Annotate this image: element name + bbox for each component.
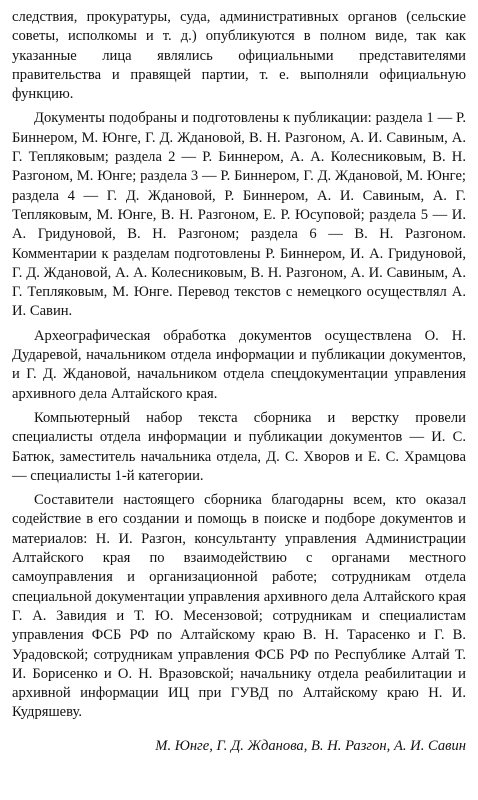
- paragraph-continuation: следствия, прокуратуры, суда, административных органов (сельские советы, исполкомы и т. д.) опубликуются в полном виде, так как указанные лица являлись официальными представителями правительства и правящей партии, т. е. выполняли официальную функцию.: [12, 9, 466, 103]
- signature-authors: М. Юнге, Г. Д. Жданова, В. Н. Разгон, А. И. Савин: [155, 737, 466, 754]
- paragraph-acknowledgements: Составители настоящего сборника благодарны всем, кто оказал содействие в его создании и помощь в поиске и подборе документов и материалов: Н. И. Разгон, консультанту управления Администрации Алтайского края по взаимодействию с органами местного самоуправления и организационной работе; сотрудникам отдела специальной документации управления архивного дела Алтайского края Г. А. Завидия и Т. Ю. Месензовой; сотрудникам и специалистам управления ФСБ РФ по Алтайскому краю В. Н. Тарасенко и Г. В. Урадовской; сотрудникам управления ФСБ РФ по Республике Алтай Т. И. Борисенко и О. Н. Вразовской; начальнику отдела реабилитации и архивной информации ИЦ при ГУВД по Алтайскому краю Н. И. Кудряшеву.: [12, 492, 466, 721]
- paragraph-archaeographic-processing: Археографическая обработка документов осуществлена О. Н. Дударевой, начальником отдела информации и публикации документов, и Г. Д. Ждановой, начальником отдела спецдокументации управления архивного дела Алтайского края.: [12, 327, 466, 402]
- paragraph-document-preparation: Документы подобраны и подготовлены к публикации: раздела 1 — Р. Биннером, М. Юнге, Г. Д. Ждановой, В. Н. Разгоном, А. И. Савиным, А. Г. Тепляковым; раздела 2 — Р. Биннером, А. А. Колесниковым, В. Н. Разгоном, М. Юнге; раздела 3 — Р. Биннером, Г. Д. Ждановой, М. Юнге; раздела 4 — Г. Д. Ждановой, Р. Биннером, А. И. Савиным, А. Г. Тепляковым, М. Юнге, В. Н. Разгоном, Е. Р. Юсуповой; раздела 5 — И. А. Гридуновой, В. Н. Разгоном; раздела 6 — В. Н. Разгоном. Комментарии к разделам подготовлены Р. Биннером, И. А. Гридуновой, Г. Д. Ждановой, А. А. Колесниковым, В. Н. Разгоном, А. И. Савиным, А. Г. Тепляковым, М. Юнге. Перевод текстов с немецкого осуществлял А. И. Савин.: [12, 110, 466, 320]
- document-page: [12, 8, 466, 771]
- paragraph-typesetting: Компьютерный набор текста сборника и верстку провели специалисты отдела информации и публикации документов — И. С. Батюк, заместитель начальника отдела, Д. С. Хворов и Е. С. Храмцова — специалисты 1-й категории.: [12, 409, 466, 484]
